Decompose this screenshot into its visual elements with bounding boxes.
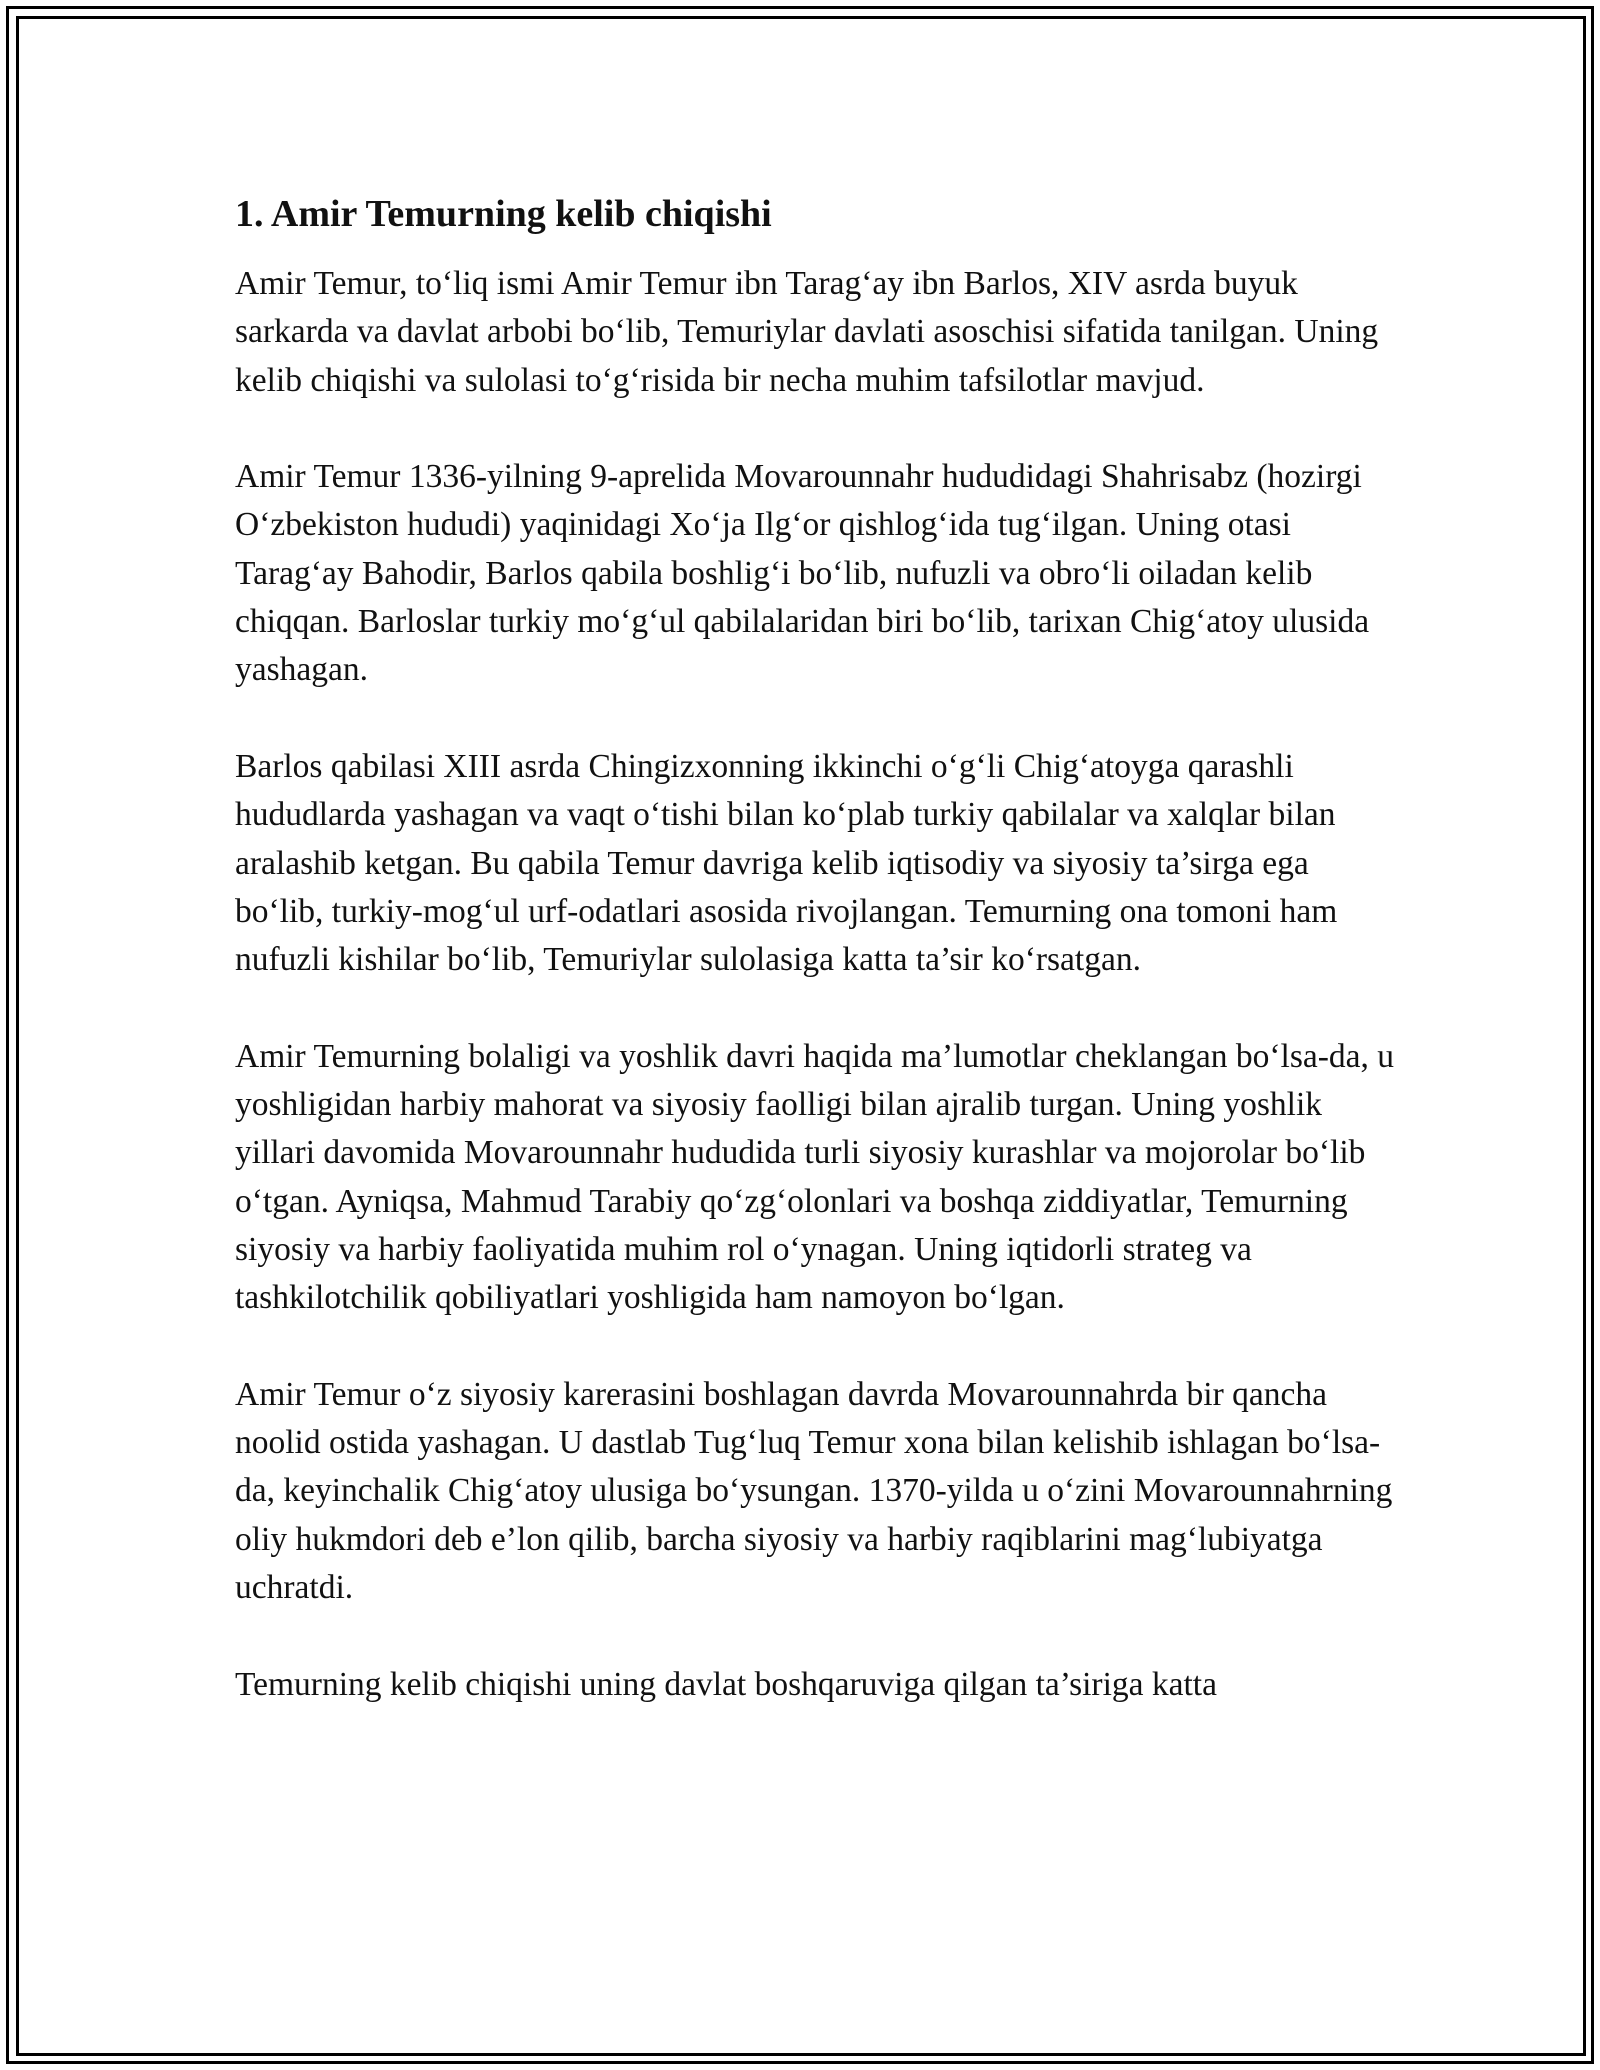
paragraph-6: Temurning kelib chiqishi uning davlat boshqaruviga qilgan ta’siriga katta — [235, 1665, 1217, 1703]
paragraph-4: Amir Temurning bolaligi va yoshlik davri haqida ma’lumotlar cheklangan bo‘lsa-da, u yoshligidan harbiy mahorat va siyosiy faolligi bilan ajralib turgan. Uning yoshlik yillari davomida Movarounnahr hududida turli siyosiy kurashlar va mojorolar bo‘lib o‘tgan. Ayniqsa, Mahmud Tarabiy qo‘zg‘olonlari va boshqa ziddiyatlar, Temurning siyosiy va harbiy faoliyatida muhim rol o‘ynagan. Uning iqtidorli strateg va tashkilotchilik qobiliyatlari yoshligida ham namoyon bo‘lgan. — [235, 1037, 1395, 1317]
paragraph-2: Amir Temur 1336-yilning 9-aprelida Movarounnahr hududidagi Shahrisabz (hozirgi O‘zbekiston hududi) yaqinidagi Xo‘ja Ilg‘or qishlog‘ida tug‘ilgan. Uning otasi Tarag‘ay Bahodir, Barlos qabila boshlig‘i bo‘lib, nufuzli va obro‘li oiladan kelib chiqqan. Barloslar turkiy mo‘g‘ul qabilalaridan biri bo‘lib, tarixan Chig‘atoy ulusida yashagan. — [235, 458, 1370, 689]
paragraph-5: Amir Temur o‘z siyosiy karerasini boshlagan davrda Movarounnahrda bir qancha noolid ostida yashagan. U dastlab Tug‘luq Temur xona bilan kelishib ishlagan bo‘lsa-da, keyinchalik Chig‘atoy ulusiga bo‘ysungan. 1370-yilda u o‘zini Movarounnahrning oliy hukmdori deb e’lon qilib, barcha siyosiy va harbiy raqiblarini mag‘lubiyatga uchratdi. — [235, 1375, 1393, 1607]
paragraph-1: Amir Temur, to‘liq ismi Amir Temur ibn Tarag‘ay ibn Barlos, XIV asrda buyuk sarkarda va davlat arbobi bo‘lib, Temuriylar davlati asoschisi sifatida tanilgan. Uning kelib chiqishi va sulolasi to‘g‘risida bir necha muhim tafsilotlar mavjud. — [235, 265, 1379, 399]
paragraph-3: Barlos qabilasi XIII asrda Chingizxonning ikkinchi o‘g‘li Chig‘atoyga qarashli hududlarda yashagan va vaqt o‘tishi bilan ko‘plab turkiy qabilalar va xalqlar bilan aralashib ketgan. Bu qabila Temur davriga kelib iqtisodiy va siyosiy ta’sirga ega bo‘lib, turkiy-mog‘ul urf-odatlari asosida rivojlangan. Temurning ona tomoni ham nufuzli kishilar bo‘lib, Temuriylar sulolasiga katta ta’sir ko‘rsatgan. — [235, 747, 1338, 979]
document-body — [235, 186, 1405, 1757]
section-heading: 1. Amir Temurning kelib chiqishi — [235, 193, 772, 235]
